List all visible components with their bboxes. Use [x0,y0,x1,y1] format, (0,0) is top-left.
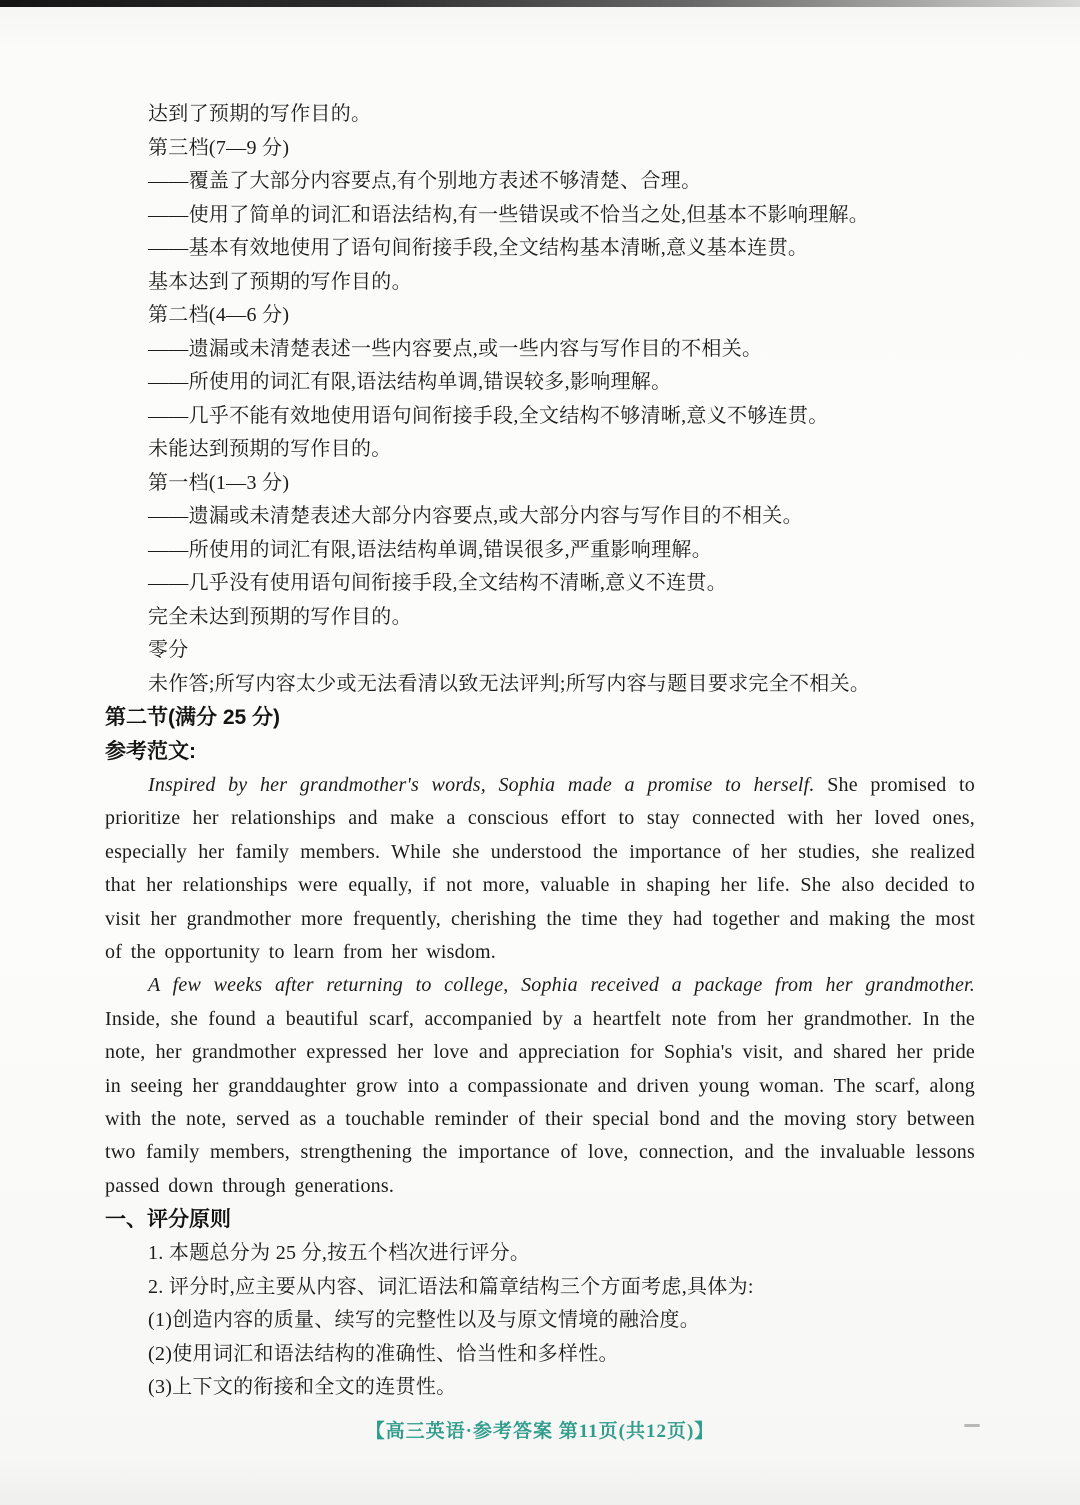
scan-edge-artifact [0,0,1080,7]
rubric-line: ——覆盖了大部分内容要点,有个别地方表述不够清楚、合理。 [148,170,702,192]
essay-lead-sentence: Inspired by her grandmother's words, Sophia made a promise to herself. [148,774,815,796]
rubric-line: 基本达到了预期的写作目的。 [148,270,412,293]
sample-essay [105,769,975,1203]
rubric-line: 未能达到预期的写作目的。 [148,438,392,460]
scoring-principles [105,1237,975,1405]
rubric-line: 达到了预期的写作目的。 [148,103,372,125]
principle-item: (1)创造内容的质量、续写的完整性以及与原文情境的融洽度。 [148,1309,701,1332]
rubric-tier-heading: 第一档(1—3 分) [148,471,290,494]
rubric-line: ——几乎没有使用语句间衔接手段,全文结构不清晰,意义不连贯。 [148,572,727,594]
rubric-line: ——使用了简单的词汇和语法结构,有一些错误或不恰当之处,但基本不影响理解。 [148,203,870,226]
rubric-line: ——遗漏或未清楚表述大部分内容要点,或大部分内容与写作目的不相关。 [148,505,803,527]
scan-mark [964,1424,980,1427]
rubric-line: ——所使用的词汇有限,语法结构单调,错误很多,严重影响理解。 [148,538,712,561]
rubric-line: 未作答;所写内容太少或无法看清以致无法评判;所写内容与题目要求完全不相关。 [148,672,871,695]
scoring-principles-heading: 一、评分原则 [105,1208,231,1232]
essay-body-text: Inside, she found a beautiful scarf, accompanied by a heartfelt note from her grandmother. In the note, her grandmother expressed her love and appreciation for Sophia's visit, and shared her pride in seeing her granddaughter grow into a compassionate and driven young woman. The scarf, along with the note, served as a touchable reminder of their special bond and the moving story between two family members, strengthening the importance of love, connection, and the invaluable lessons passed down through generations. [105,1007,975,1197]
essay-body-text: She promised to prioritize her relationships and make a conscious effort to stay connected with her loved ones, especially her family members. While she understood the importance of her studies, she realized that her relationships were equally, if not more, valuable in shaping her life. She also decided to visit her grandmother more frequently, cherishing the time they had together and making the most of the opportunity to learn from her wisdom. [105,774,975,964]
scoring-rubric [105,98,975,701]
principle-item: 1. 本题总分为 25 分,按五个档次进行评分。 [148,1242,531,1265]
page-footer: 【高三英语·参考答案 第11页(共12页)】 [365,1420,715,1442]
rubric-line: 完全未达到预期的写作目的。 [148,605,412,628]
rubric-line: ——所使用的词汇有限,语法结构单调,错误较多,影响理解。 [148,371,672,393]
rubric-line: ——基本有效地使用了语句间衔接手段,全文结构基本清晰,意义基本连贯。 [148,237,809,259]
rubric-line: ——几乎不能有效地使用语句间衔接手段,全文结构不够清晰,意义不够连贯。 [148,404,829,427]
section-two-heading: 第二节(满分 25 分) [105,706,281,729]
rubric-tier-heading: 零分 [148,639,189,661]
essay-paragraph-1 [105,769,975,969]
rubric-tier-heading: 第三档(7—9 分) [148,136,290,159]
principle-item: 2. 评分时,应主要从内容、词汇语法和篇章结构三个方面考虑,具体为: [148,1275,754,1298]
rubric-line: ——遗漏或未清楚表述一些内容要点,或一些内容与写作目的不相关。 [148,337,763,360]
principle-item: (2)使用词汇和语法结构的准确性、恰当性和多样性。 [148,1342,619,1365]
rubric-tier-heading: 第二档(4—6 分) [148,304,290,326]
sample-essay-label: 参考范文: [105,740,196,763]
essay-lead-sentence: A few weeks after returning to college, Sophia received a package from her grandmother. [148,974,975,997]
principle-item: (3)上下文的衔接和全文的连贯性。 [148,1376,457,1399]
essay-paragraph-2 [105,969,975,1203]
